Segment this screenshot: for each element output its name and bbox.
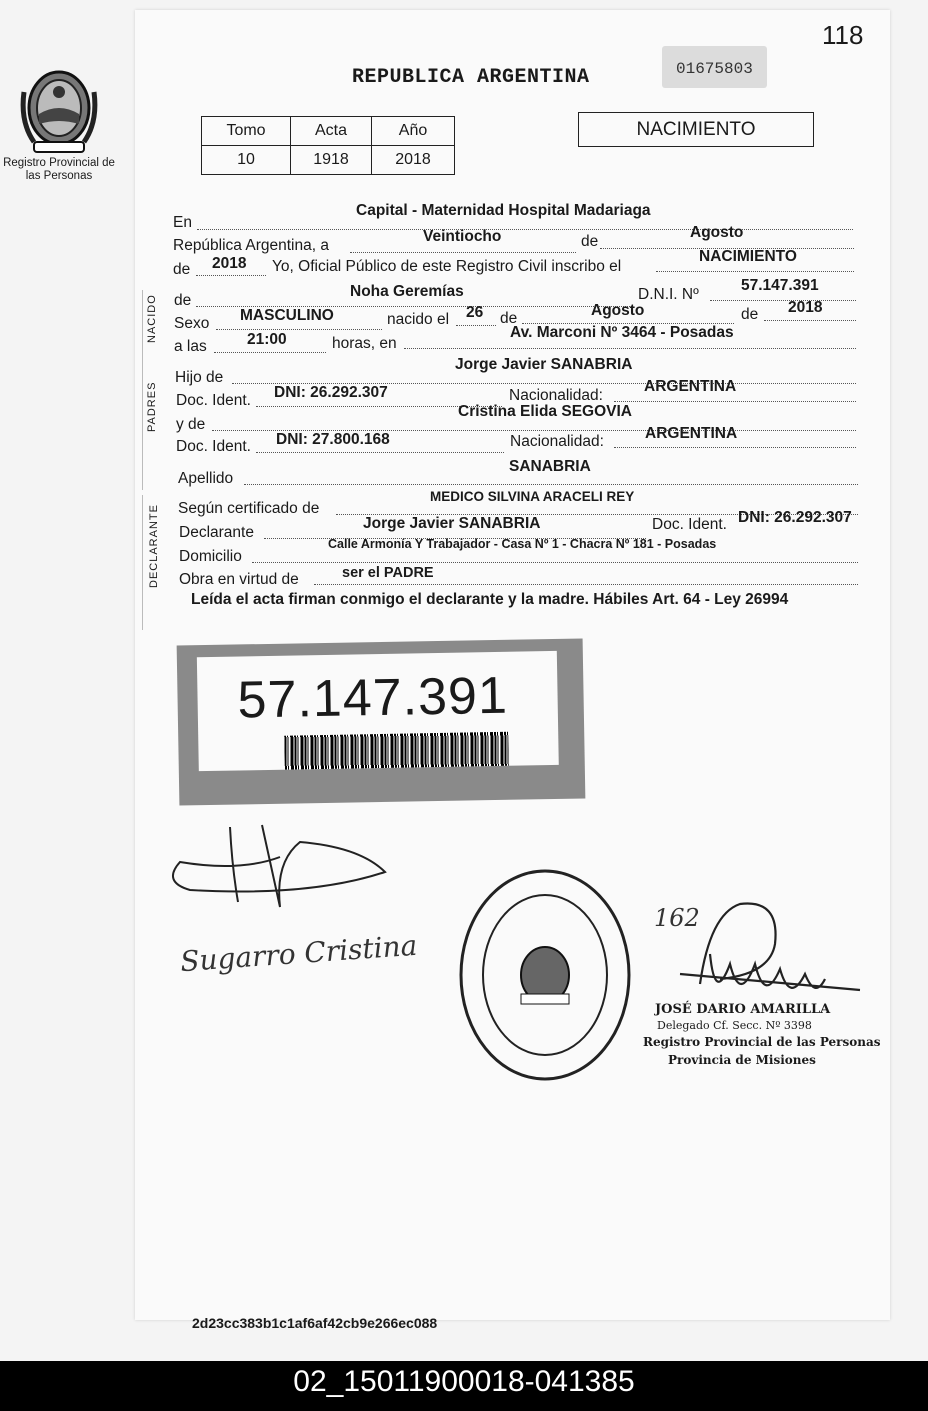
birth-year: 2018 [788,299,823,316]
surname-label: Apellido [178,470,234,487]
surname-value: SANABRIA [509,458,591,475]
father-name: Jorge Javier SANABRIA [455,356,633,373]
dotted-line [764,320,856,321]
mother-nationality: ARGENTINA [645,425,738,442]
at-label: a las [174,338,207,355]
dni-card-number: 57.147.391 [237,666,509,730]
dotted-line [244,484,858,485]
officer-title: Delegado Cf. Secc. Nº 3398 [657,1019,812,1032]
en-label: En [173,214,192,231]
de3-label: de [500,310,518,327]
mother-nationality-label: Nacionalidad: [510,433,604,450]
acta-value: 1918 [291,146,372,175]
dotted-line [456,325,496,326]
dotted-line [614,447,856,448]
footer-bar [0,1361,928,1411]
dotted-line [256,452,504,453]
certificate-value: MEDICO SILVINA ARACELI REY [430,489,635,504]
section-parents-label: PADRES [146,381,158,432]
sex-label: Sexo [174,315,210,332]
provincial-emblem-icon [16,62,102,158]
dotted-line [216,329,382,330]
closing-statement: Leída el acta firman conmigo el declarante y la madre. Hábiles Art. 64 - Ley 26994 [191,591,789,608]
section-declarant-label: DECLARANTE [148,504,160,588]
official-text: Yo, Oficial Público de este Registro Civil inscribo el [272,258,622,275]
officer-signature [640,894,865,1014]
dotted-line [614,401,856,402]
father-dni: DNI: 26.292.307 [274,384,388,401]
declarant-dni: DNI: 26.292.307 [738,509,852,526]
registry-table [201,116,455,175]
birth-time: 21:00 [247,331,287,348]
declarant-name: Jorge Javier SANABRIA [363,515,541,532]
handwritten-number: 162 [654,904,700,932]
mother-dni: DNI: 27.800.168 [276,431,390,448]
dni-card-inner [197,651,559,771]
capacity-value: ser el PADRE [342,565,434,581]
day-in-words: Veintiocho [423,228,502,245]
dotted-line [252,562,858,563]
handwritten-name: Sugarro Cristina [179,928,419,979]
section-divider [142,380,143,490]
republic-label: República Argentina, a [173,237,329,254]
section-divider [142,290,143,380]
dotted-line [656,271,854,272]
dotted-line [214,352,326,353]
de2-label: de [174,292,192,309]
stamp-registry: Registro Provincial de las Personas [643,1035,881,1049]
tomo-value: 10 [202,146,291,175]
serial-number: 01675803 [676,60,753,78]
ano-header: Año [372,117,455,146]
record-type-box: NACIMIENTO [578,112,814,147]
birth-month: Agosto [591,302,645,319]
son-of-label: Hijo de [175,369,224,386]
record-month: Agosto [690,224,744,241]
footer-id: 02_15011900018-041385 [293,1365,635,1398]
birth-day: 26 [466,304,484,321]
capacity-label: Obra en virtud de [179,571,299,588]
declarant-label: Declarante [179,524,254,541]
tomo-header: Tomo [202,117,291,146]
father-nationality: ARGENTINA [644,378,737,395]
de4-label: de [741,306,759,323]
section-born-label: NACIDO [146,294,158,343]
dotted-line [710,300,856,301]
address-label: Domicilio [179,548,242,565]
place-of-record: Capital - Maternidad Hospital Madariaga [356,202,651,219]
document-hash: 2d23cc383b1c1af6af42cb9e266ec088 [192,1315,438,1331]
section-divider [142,495,143,630]
country-title: REPUBLICA ARGENTINA [352,66,590,89]
child-dni: 57.147.391 [741,277,819,294]
born-label: nacido el [387,311,450,328]
officer-name: JOSÉ DARIO AMARILLA [655,1002,831,1017]
dni-card [177,638,586,805]
father-doc-label: Doc. Ident. [176,392,251,409]
stamp-province: Provincia de Misiones [668,1053,816,1067]
dotted-line [196,275,266,276]
page-number: 118 [822,20,864,50]
mother-doc-label: Doc. Ident. [176,438,251,455]
logo-caption: Registro Provincial de las Personas [3,157,115,182]
mother-name: Cristina Elida SEGOVIA [458,403,632,420]
ano-value: 2018 [372,146,455,175]
year-label: de [173,261,191,278]
official-seal-icon [455,868,635,1083]
father-nationality-label: Nacionalidad: [509,387,603,404]
dni-label: D.N.I. Nº [638,286,699,303]
barcode [284,732,509,770]
certificate-label: Según certificado de [178,500,320,517]
dotted-line [197,229,853,230]
record-year: 2018 [212,255,247,272]
dotted-line [350,252,576,253]
acta-header: Acta [291,117,372,146]
de-label: de [581,233,599,250]
and-of-label: y de [176,416,206,433]
hours-label: horas, en [332,335,397,352]
birth-place: Av. Marconi Nº 3464 - Posadas [510,324,734,341]
declarant-doc-label: Doc. Ident. [652,516,727,533]
address-value: Calle Armonía Y Trabajador - Casa Nº 1 - Chacra Nº 181 - Posadas [328,537,717,551]
record-kind-value: NACIMIENTO [699,248,797,265]
dotted-line [314,584,858,585]
dotted-line [404,348,856,349]
child-name: Noha Geremías [350,283,464,300]
sex-value: MASCULINO [240,307,334,324]
declarant-signature [160,822,392,914]
